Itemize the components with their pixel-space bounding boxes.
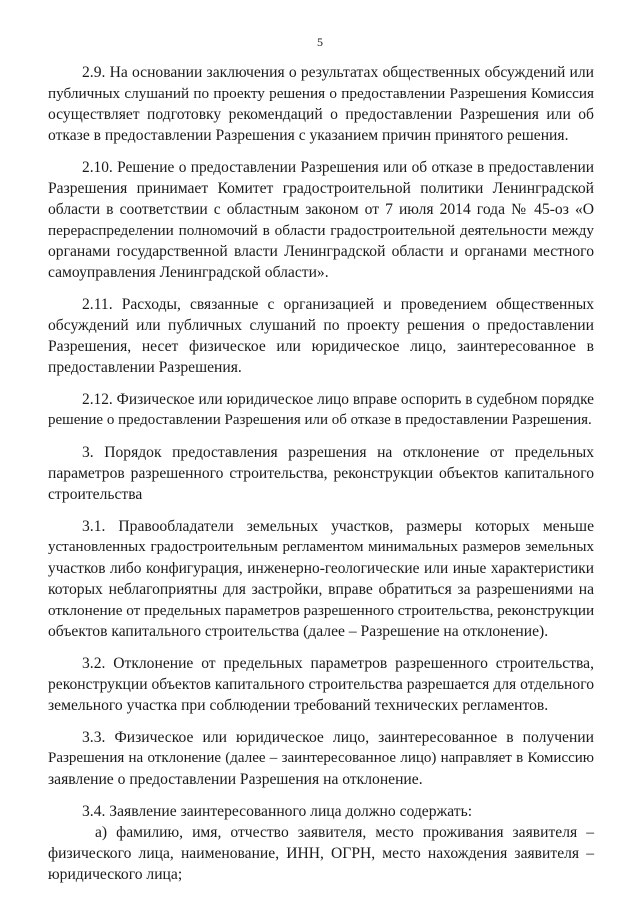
paragraph-line: Разрешения, несет физическое или юридическое лицо, заинтересованное в — [48, 338, 594, 355]
paragraph-line: предоставлении Разрешения. — [48, 359, 242, 376]
paragraph-line: 3.3. Физическое или юридическое лицо, заинтересованное в получении — [82, 729, 594, 746]
paragraph-line: отклонение от предельных параметров разрешенного строительства, реконструкции — [48, 602, 595, 619]
paragraph-line: 2.10. Решение о предоставлении Разрешения или об отказе в предоставлении — [82, 159, 594, 176]
paragraph-line: обсуждений или публичных слушаний по проекту решения о предоставлении — [48, 317, 594, 334]
paragraph-line: области в соответствии с областным законом от 7 июля 2014 года № 45-оз «О — [48, 201, 594, 218]
list-item-line: а) фамилию, имя, отчество заявителя, место проживания заявителя – — [95, 824, 594, 841]
paragraph-line: Разрешения на отклонение (далее – заинтересованное лицо) направляет в Комиссию — [48, 750, 594, 766]
paragraph-line: самоуправления Ленинградской области». — [48, 264, 329, 281]
paragraph-line: установленных градостроительным регламентом минимальных размеров земельных — [48, 539, 594, 555]
paragraph-line: реконструкции объектов капитального строительства разрешается для отдельного — [48, 676, 594, 693]
paragraph-line: Разрешения принимает Комитет градостроительной политики Ленинградской — [48, 180, 594, 197]
paragraph-line: 2.9. На основании заключения о результатах общественных обсуждений или — [82, 64, 594, 81]
paragraph-line: 3.2. Отклонение от предельных параметров разрешенного строительства, — [82, 655, 594, 672]
paragraph-line: 2.12. Физическое или юридическое лицо вправе оспорить в судебном порядке — [82, 391, 594, 408]
list-item-line: физического лица, наименование, ИНН, ОГРН, место нахождения заявителя – — [48, 845, 594, 862]
paragraph-line: решение о предоставлении Разрешения или об отказе в предоставлении Разрешения. — [48, 412, 592, 428]
paragraph-line: отказе в предоставлении Разрешения с указанием причин принятого решения. — [48, 127, 569, 144]
paragraph-line: органами государственной власти Ленинградской области и органами местного — [48, 243, 594, 260]
paragraph-line: земельного участка при соблюдении требований технических регламентов. — [48, 697, 549, 714]
paragraph-line: объектов капитального строительства (далее – Разрешение на отклонение). — [48, 623, 549, 640]
paragraph-line: публичных слушаний по проекту решения о предоставлении Разрешения Комиссия — [48, 85, 594, 102]
section-heading-line: 3. Порядок предоставления разрешения на отклонение от предельных — [82, 444, 594, 461]
paragraph-line: 2.11. Расходы, связанные с организацией и проведением общественных — [82, 296, 594, 313]
paragraph-line: осуществляет подготовку рекомендаций о предоставлении Разрешения или об — [48, 106, 594, 123]
paragraph-line: заявление о предоставлении Разрешения на отклонение. — [48, 771, 423, 788]
paragraph-line: участков либо конфигурация, инженерно-геологические или иные характеристики — [48, 560, 594, 577]
page-number: 5 — [317, 35, 323, 49]
list-item-line: юридического лица; — [48, 866, 183, 883]
paragraph-line: 3.1. Правообладатели земельных участков, размеры которых меньше — [82, 518, 594, 535]
section-heading-line: строительства — [48, 486, 143, 503]
section-heading-line: параметров разрешенного строительства, реконструкции объектов капитального — [48, 465, 594, 482]
paragraph-line: перераспределении полномочий в области градостроительной деятельности между — [48, 222, 594, 239]
paragraph-line: которых неблагоприятны для застройки, вправе обратиться за разрешениями на — [48, 581, 594, 598]
paragraph-line: 3.4. Заявление заинтересованного лица должно содержать: — [82, 803, 473, 820]
